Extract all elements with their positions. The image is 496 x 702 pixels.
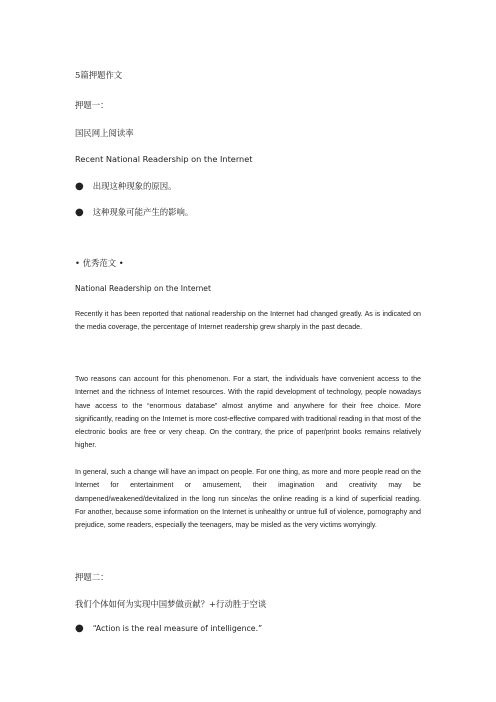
section1-title-en: Recent National Readership on the Internet [75, 154, 253, 164]
section2-label: 押题二： [75, 572, 109, 582]
essay-paragraph: Recently it has been reported that national readership on the Internet had changed greatly. As is indicated on the media coverage, the percentage of Internet readership grew sharply in the past decade. [75, 310, 421, 332]
bullet-icon: ● [75, 181, 84, 192]
essay-paragraph: In general, such a change will have an impact on people. For one thing, as more and more people read on the Internet for entertainment or amusement, their imagination and creativity may be dampened/weakened/devitalized in the long run since/as the online reading is a kind of superficial reading. For another, because some information on the Internet is unhealthy or untrue full of violence, pornography and prejudice, some readers, especially the teenagers, may be misled as the very victims worryingly. [75, 468, 421, 530]
bullet-item [75, 180, 176, 192]
document-heading: 5篇押题作文 [75, 70, 123, 80]
bullet-item [75, 206, 193, 218]
essay-paragraph: Two reasons can account for this phenomenon. For a start, the individuals have convenient access to the Internet and the richness of Internet resources. With the rapid development of technology, people nowadays have access to the “enormous database” almost anytime and anywhere for their free choice. More significantly, reading on the Internet is more cost-effective compared with traditional reading in that most of the electronic books are free or very cheap. On the contrary, the price of paper/print books remains relatively higher. [75, 375, 421, 450]
bullet-text: 这种现象可能产生的影响。 [92, 207, 194, 217]
quote-text: “Action is the real measure of intelligence.” [92, 624, 263, 633]
section1-label: 押题一： [75, 100, 109, 110]
bullet-text: 出现这种现象的原因。 [92, 181, 177, 191]
bullet-item [75, 623, 262, 634]
essay-title: National Readership on the Internet [75, 284, 211, 293]
bullet-icon: ● [75, 207, 84, 218]
bullet-icon: ● [75, 623, 84, 634]
sample-essay-marker: • 优秀范文 • [75, 258, 124, 268]
section1-title-cn: 国民网上阅读率 [75, 128, 134, 138]
section2-prompt: 我们个体如何为实现中国梦做贡献？+行动胜于空谈 [75, 599, 267, 609]
